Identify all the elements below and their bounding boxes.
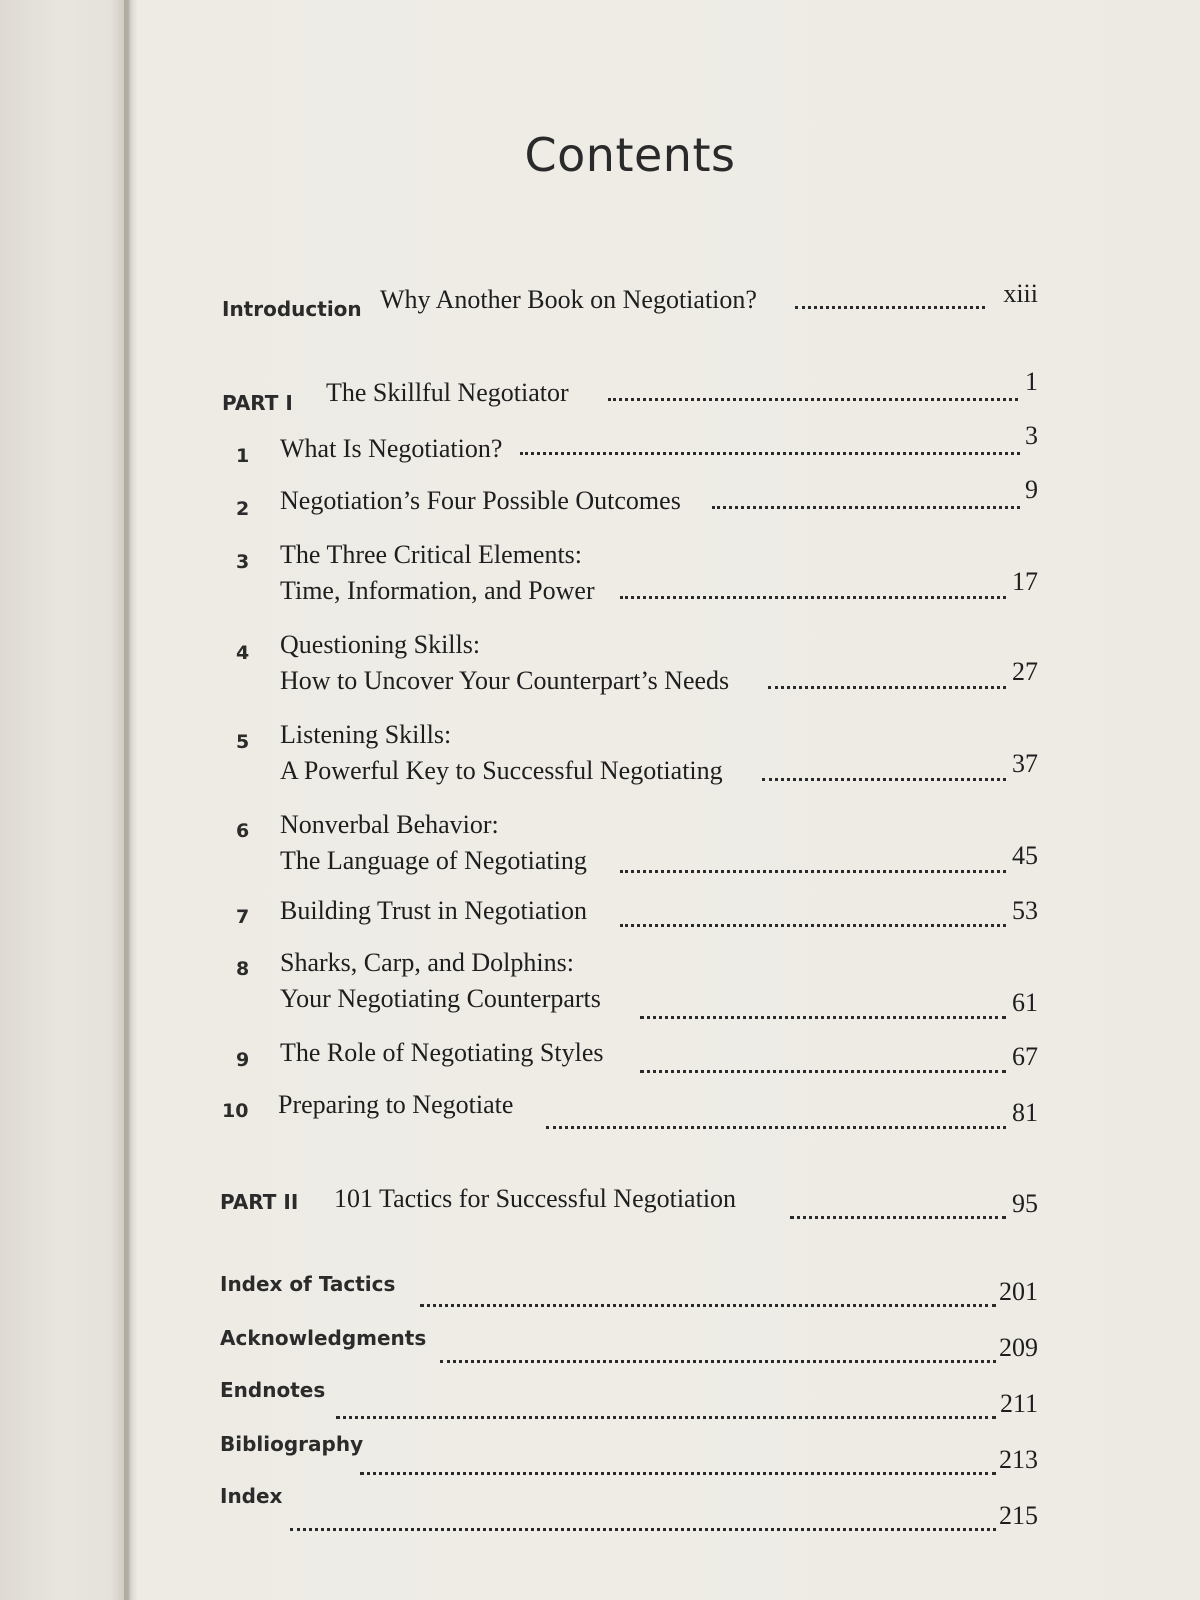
back-matter-label: Index of Tactics	[220, 1272, 396, 1296]
dot-leader	[608, 398, 1018, 401]
introduction-page: xiii	[1003, 279, 1038, 308]
chapter-title-line2: How to Uncover Your Counterpart’s Needs	[280, 666, 730, 695]
part-1-label: PART I	[222, 391, 293, 415]
chapter-title-line2: The Language of Negotiating	[280, 846, 587, 875]
back-matter-page: 209	[999, 1333, 1038, 1362]
chapter-title-line2: Your Negotiating Counterparts	[280, 984, 601, 1013]
part-1-title: The Skillful Negotiator	[326, 378, 569, 407]
chapter-title: The Role of Negotiating Styles	[280, 1038, 604, 1067]
dot-leader	[620, 596, 1006, 599]
chapter-number: 6	[236, 820, 250, 842]
part-2-label: PART II	[220, 1190, 299, 1214]
chapter-page: 37	[1012, 749, 1038, 778]
dot-leader	[712, 506, 1020, 509]
dot-leader	[768, 686, 1006, 689]
back-matter-label: Acknowledgments	[220, 1326, 427, 1350]
back-matter-label: Bibliography	[220, 1432, 364, 1456]
dot-leader	[620, 870, 1006, 873]
dot-leader	[420, 1304, 996, 1307]
introduction-title: Why Another Book on Negotiation?	[380, 285, 757, 314]
dot-leader	[440, 1360, 996, 1363]
dot-leader	[640, 1016, 1006, 1019]
back-matter-page: 215	[999, 1501, 1038, 1530]
chapter-title-line1: Nonverbal Behavior:	[280, 810, 499, 839]
dot-leader	[546, 1126, 1006, 1129]
back-matter-page: 211	[999, 1389, 1038, 1418]
chapter-page: 27	[1012, 657, 1038, 686]
chapter-title-line2: Time, Information, and Power	[280, 576, 595, 605]
chapter-number: 1	[236, 445, 250, 467]
chapter-title-line1: Questioning Skills:	[280, 630, 481, 659]
chapter-page: 17	[1012, 567, 1038, 596]
dot-leader	[620, 924, 1006, 927]
chapter-page: 3	[1025, 421, 1038, 450]
part-1-page: 1	[1025, 367, 1038, 396]
chapter-number: 3	[236, 551, 250, 573]
dot-leader	[640, 1070, 1006, 1073]
chapter-number: 8	[236, 958, 250, 980]
part-2-title: 101 Tactics for Successful Negotiation	[334, 1184, 737, 1213]
dot-leader	[336, 1416, 996, 1419]
chapter-number: 2	[236, 498, 250, 520]
chapter-number: 4	[236, 642, 250, 664]
chapter-page: 45	[1012, 841, 1038, 870]
chapter-page: 81	[1012, 1098, 1038, 1127]
chapter-title: Preparing to Negotiate	[278, 1090, 514, 1119]
back-matter-label: Endnotes	[220, 1378, 326, 1402]
dot-leader	[790, 1216, 1006, 1219]
dot-leader	[762, 778, 1006, 781]
back-matter-page: 201	[999, 1277, 1038, 1306]
chapter-number: 10	[222, 1100, 249, 1122]
contents-heading: Contents	[524, 128, 736, 182]
chapter-number: 5	[236, 731, 250, 753]
dot-leader	[520, 452, 1020, 455]
back-matter-label: Index	[220, 1484, 283, 1508]
chapter-title-line1: Listening Skills:	[280, 720, 452, 749]
chapter-title: What Is Negotiation?	[280, 434, 503, 463]
chapter-title: Negotiation’s Four Possible Outcomes	[280, 486, 681, 515]
chapter-title-line1: The Three Critical Elements:	[280, 540, 583, 569]
chapter-page: 67	[1012, 1042, 1038, 1071]
chapter-title-line2: A Powerful Key to Successful Negotiating	[280, 756, 723, 785]
chapter-page: 53	[1012, 896, 1038, 925]
dot-leader	[360, 1472, 996, 1475]
chapter-number: 9	[236, 1049, 250, 1071]
chapter-number: 7	[236, 906, 250, 928]
chapter-page: 61	[1012, 988, 1038, 1017]
chapter-title-line1: Sharks, Carp, and Dolphins:	[280, 948, 574, 977]
dot-leader	[795, 306, 985, 309]
introduction-label: Introduction	[222, 297, 362, 321]
dot-leader	[290, 1528, 996, 1531]
part-2-page: 95	[1012, 1189, 1038, 1218]
chapter-title: Building Trust in Negotiation	[280, 896, 587, 925]
back-matter-page: 213	[999, 1445, 1038, 1474]
chapter-page: 9	[1025, 475, 1038, 504]
